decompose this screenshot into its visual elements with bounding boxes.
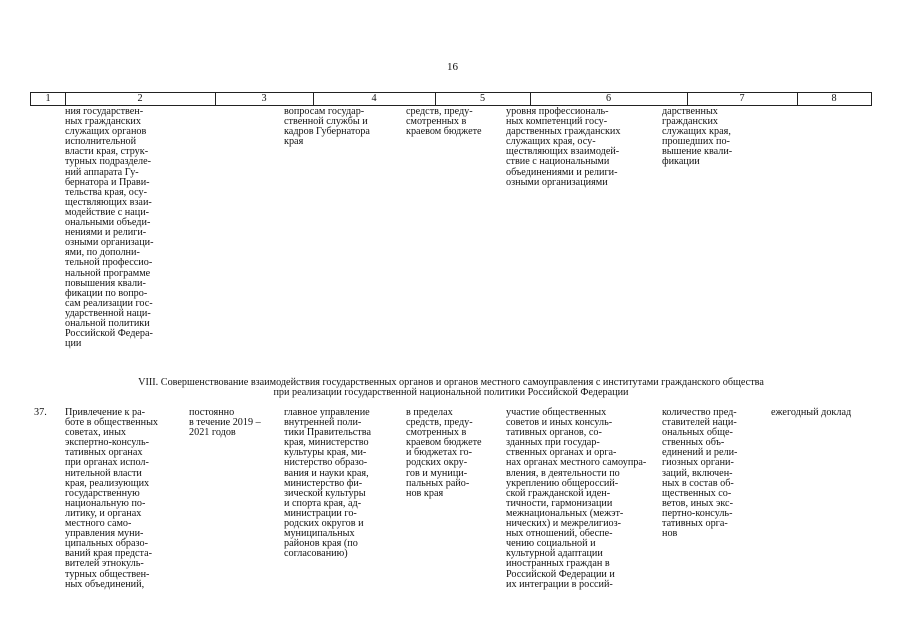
continued-row-col2: ния государствен- ных гражданских служащих органов исполнительной власти края, струк- турных подразделе- ний аппарата Гу- бернатора и Прави- тельства края, осу- ществляющих взаи- модействие с наци- ональными объеди- нениями и религи- озными организаци- ями, по дополни- тельной профессио- нальной программе повышения квали- фикации по вопро- сам реализации гос- ударственной наци- ональной политики Российской Федера- ции [65, 106, 154, 350]
row-37-col6: участие общественных советов и иных консуль- тативных органов, со- зданных при государ- ственных органах и орга- нах органах местного самоупра- вления, в деятельности по укреплению общероссий- ской гражданской иден- тичности, гармонизации межнациональных (межэт- нических) и межрелигиоз- ных отношений, обеспе- чению социальной и культурной адаптации иностранных граждан в Российской Федерации и их интеграции в россий- [506, 407, 647, 590]
row-37-col2: Привлечение к ра- боте в общественных советах, иных экспертно-консуль- тативных органах при органах испол- нительной власти края, реализующих государственную национальную по- литику, и органах местного само- управления муни- ципальных образо- ваний края предста- вителей этнокуль- турных обществен- ных объединений, [65, 407, 159, 590]
column-header-6: 6 [605, 93, 612, 104]
continued-row-col7: дарственных гражданских служащих края, прошедших по- вышение квали- фикации [662, 106, 733, 168]
page-number: 16 [447, 61, 458, 73]
section-title-line2: при реализации государственной национальной политики Российской Федерации [273, 387, 629, 398]
column-header-1: 1 [45, 93, 51, 104]
column-header-8: 8 [831, 93, 837, 104]
row-37-col7: количество пред- ставителей наци- ональных обще- ственных объ- единений и рели- гиозных органи- заций, включен- ных в состав об- щественных со- ветов, иных экс- пертно-консуль- тативных орга- нов [662, 407, 738, 540]
row-37-col5: в пределах средств, преду- смотренных в краевом бюджете и бюджетах го- родских окру- гов и муници- пальных райо- нов края [406, 407, 482, 499]
section-title-line1: VIII. Совершенствование взаимодействия государственных органов и органов местного самоуправления с институтами гражданского общества [138, 377, 764, 388]
column-header-2: 2 [137, 93, 143, 104]
row-37-col3: постоянно в течение 2019 – 2021 годов [189, 407, 261, 439]
continued-row-col4: вопросам государ- ственной службы и кадров Губернатора края [284, 106, 370, 148]
column-header-3: 3 [261, 93, 267, 104]
column-header-5: 5 [479, 93, 486, 104]
column-header-4: 4 [371, 93, 377, 104]
row-37-col4: главное управление внутренней поли- тики Правительства края, министерство культуры края, ми- нистерство образо- вания и науки края, министерство фи- зической культуры и спорта края, ад- министрации го- родских округов и муниципальных районов края (по согласованию) [284, 407, 371, 560]
row-37-number: 37. [34, 407, 47, 418]
continued-row-col5: средств, преду- смотренных в краевом бюджете [406, 106, 482, 138]
continued-row-col6: уровня профессиональ- ных компетенций госу- дарственных гражданских служащих края, осу- ществляющих взаимодей- ствие с национальными объединениями и религи- озными организациями [506, 106, 621, 188]
row-37-col8: ежегодный доклад [771, 407, 852, 418]
column-header-row [30, 92, 872, 106]
column-header-7: 7 [739, 93, 745, 104]
